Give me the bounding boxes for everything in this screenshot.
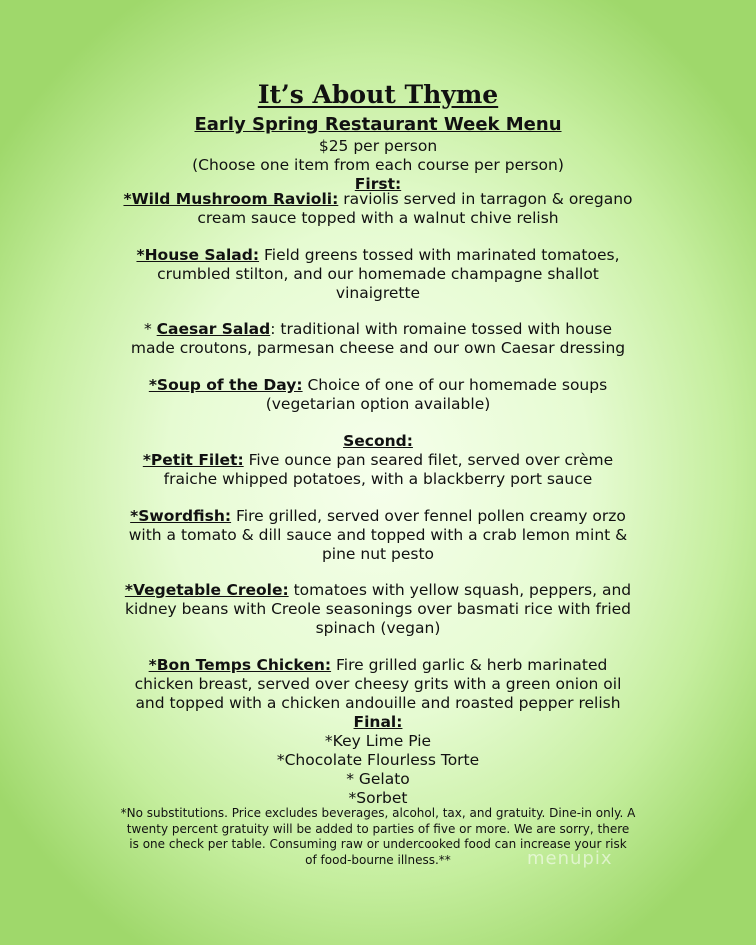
course-heading-first: First: xyxy=(354,175,402,193)
final-course xyxy=(40,713,716,808)
price: $25 per person xyxy=(318,137,438,155)
item-name: *House Salad: xyxy=(136,246,260,264)
dessert-item: *Sorbet xyxy=(348,789,408,807)
item-name: *Wild Mushroom Ravioli: xyxy=(123,190,339,208)
item-desc: (vegetarian option available) xyxy=(265,395,491,413)
dessert-item: * Gelato xyxy=(346,770,410,788)
item-name: Caesar Salad xyxy=(156,320,271,338)
item-desc: Field greens tossed with marinated tomatoes, xyxy=(259,246,620,264)
item-desc: Five ounce pan seared filet, served over crème xyxy=(243,451,614,469)
item-desc: chicken breast, served over cheesy grits with a green onion oil xyxy=(134,675,622,693)
item-desc: pine nut pesto xyxy=(321,545,435,563)
item-desc: Fire grilled, served over fennel pollen creamy orzo xyxy=(231,507,626,525)
item-name: *Vegetable Creole: xyxy=(124,581,289,599)
menu-item xyxy=(40,376,716,414)
item-desc: vinaigrette xyxy=(335,284,421,302)
footnote-line: of food-bourne illness.** xyxy=(305,852,451,867)
item-desc: : traditional with romaine tossed with house xyxy=(270,320,612,338)
menu-item xyxy=(40,320,716,358)
dessert-item: *Key Lime Pie xyxy=(324,732,432,750)
item-desc: Choice of one of our homemade soups xyxy=(302,376,608,394)
item-desc: made croutons, parmesan cheese and our own Caesar dressing xyxy=(130,339,626,357)
item-desc: with a tomato & dill sauce and topped with a crab lemon mint & xyxy=(128,526,628,544)
item-prefix: * xyxy=(143,320,157,338)
course-heading-final: Final: xyxy=(353,713,403,731)
course-heading-second-wrap xyxy=(40,432,716,451)
restaurant-name: It’s About Thyme xyxy=(257,80,499,109)
watermark: menupix xyxy=(527,848,613,869)
item-desc: raviolis served in tarragon & oregano xyxy=(338,190,633,208)
footnote-line: *No substitutions. Price excludes beverages, alcohol, tax, and gratuity. Dine-in only. A xyxy=(120,806,636,820)
item-desc: Fire grilled garlic & herb marinated xyxy=(331,656,608,674)
item-name: *Bon Temps Chicken: xyxy=(148,656,332,674)
item-desc: tomatoes with yellow squash, peppers, and xyxy=(288,581,632,599)
menu-item xyxy=(40,581,716,638)
course-heading-second: Second: xyxy=(343,432,413,450)
item-desc: kidney beans with Creole seasonings over basmati rice with fried xyxy=(125,600,631,618)
item-name: *Petit Filet: xyxy=(142,451,244,469)
menu-item xyxy=(40,656,716,713)
menu-item xyxy=(40,190,716,228)
footnote-line: is one check per table. Consuming raw or undercooked food can increase your risk xyxy=(129,837,627,851)
footnote-line: twenty percent gratuity will be added to parties of five or more. We are sorry, there xyxy=(126,821,630,836)
item-desc: crumbled stilton, and our homemade champagne shallot xyxy=(157,265,599,283)
item-desc: cream sauce topped with a walnut chive relish xyxy=(197,209,559,227)
item-name: *Soup of the Day: xyxy=(148,376,303,394)
item-name: *Swordfish: xyxy=(130,507,232,525)
item-desc: spinach (vegan) xyxy=(315,619,441,637)
item-desc: and topped with a chicken andouille and roasted pepper relish xyxy=(135,694,621,712)
menu-item xyxy=(40,507,716,564)
footnote xyxy=(30,806,726,868)
dessert-item: *Chocolate Flourless Torte xyxy=(276,751,480,769)
menu-item xyxy=(40,246,716,303)
menu-title: Early Spring Restaurant Week Menu xyxy=(194,114,562,135)
menu-item xyxy=(40,451,716,489)
instruction: (Choose one item from each course per person) xyxy=(192,156,564,174)
item-desc: fraiche whipped potatoes, with a blackberry port sauce xyxy=(163,470,593,488)
menu-intro xyxy=(40,137,716,194)
